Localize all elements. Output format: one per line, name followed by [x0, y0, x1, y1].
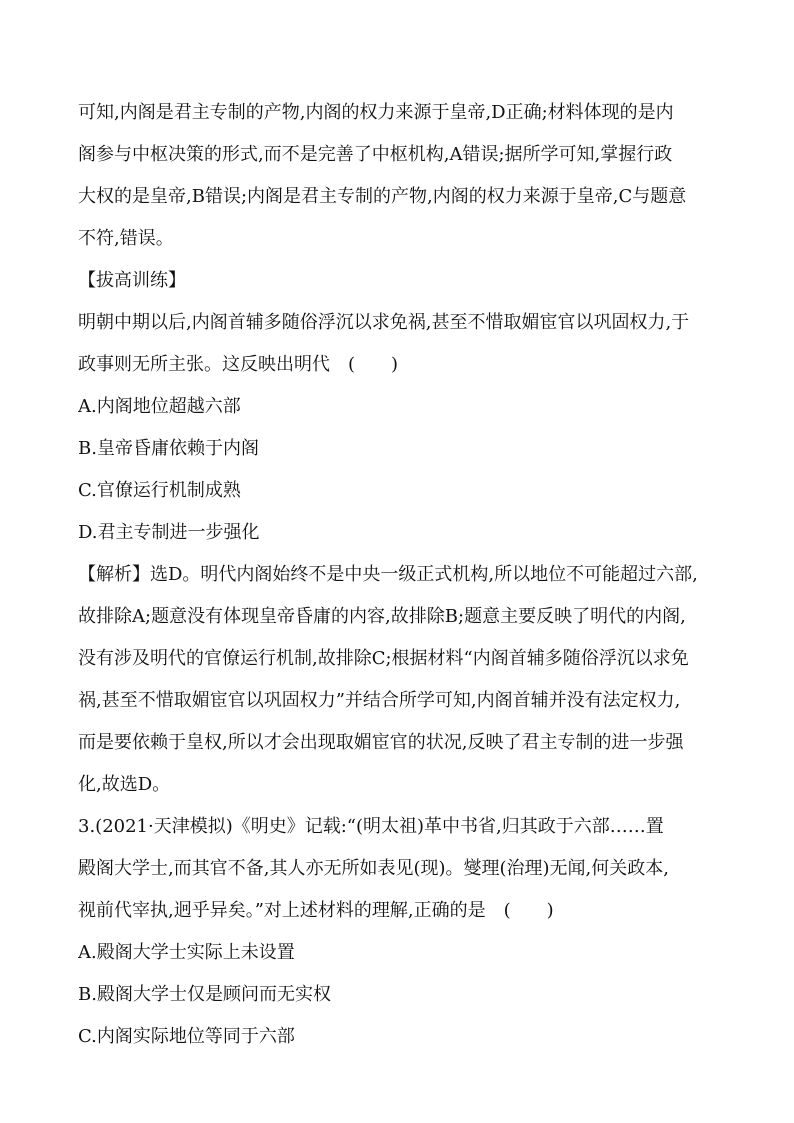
explanation-line-3: 没有涉及明代的官僚运行机制,故排除C;根据材料“内阁首辅多随俗浮沉以求免	[78, 648, 689, 669]
question-3-option-a: A.殿阁大学士实际上未设置	[78, 942, 295, 963]
question-line-2: 政事则无所主张。这反映出明代 ( )	[78, 354, 399, 375]
question-3-line-3: 视前代宰执,迥乎异矣。”对上述材料的理解,正确的是 ( )	[78, 900, 554, 921]
section-heading: 【拔高训练】	[78, 270, 186, 291]
question-3-option-b: B.殿阁大学士仅是顾问而无实权	[78, 984, 331, 1005]
analysis-line-3: 大权的是皇帝,B错误;内阁是君主专制的产物,内阁的权力来源于皇帝,C与题意	[78, 186, 687, 207]
explanation-line-2: 故排除A;题意没有体现皇帝昏庸的内容,故排除B;题意主要反映了明代的内阁,	[78, 606, 686, 627]
question-3-line-2: 殿阁大学士,而其官不备,其人亦无所如表见(现)。燮理(治理)无闻,何关政本,	[78, 858, 669, 879]
analysis-line-2: 阁参与中枢决策的形式,而不是完善了中枢机构,A错误;据所学可知,掌握行政	[78, 144, 673, 165]
option-a: A.内阁地位超越六部	[78, 396, 241, 417]
question-3-line-1: 3.(2021·天津模拟)《明史》记载:“(明太祖)革中书省,归其政于六部……置	[78, 816, 664, 837]
explanation-line-4: 祸,甚至不惜取媚宦官以巩固权力”并结合所学可知,内阁首辅并没有法定权力,	[78, 690, 681, 711]
analysis-line-4: 不符,错误。	[78, 228, 174, 249]
option-c: C.官僚运行机制成熟	[78, 480, 241, 501]
question-3-option-c: C.内阁实际地位等同于六部	[78, 1026, 295, 1047]
explanation-line-5: 而是要依赖于皇权,所以才会出现取媚宦官的状况,反映了君主专制的进一步强	[78, 732, 684, 753]
explanation-line-6: 化,故选D。	[78, 774, 171, 795]
option-d: D.君主专制进一步强化	[78, 522, 260, 543]
analysis-line-1: 可知,内阁是君主专制的产物,内阁的权力来源于皇帝,D正确;材料体现的是内	[78, 102, 674, 123]
option-b: B.皇帝昏庸依赖于内阁	[78, 438, 259, 459]
explanation-line-1: 【解析】选D。明代内阁始终不是中央一级正式机构,所以地位不可能超过六部,	[78, 564, 698, 585]
question-line-1: 明朝中期以后,内阁首辅多随俗浮沉以求免祸,甚至不惜取媚宦官以巩固权力,于	[78, 312, 690, 333]
